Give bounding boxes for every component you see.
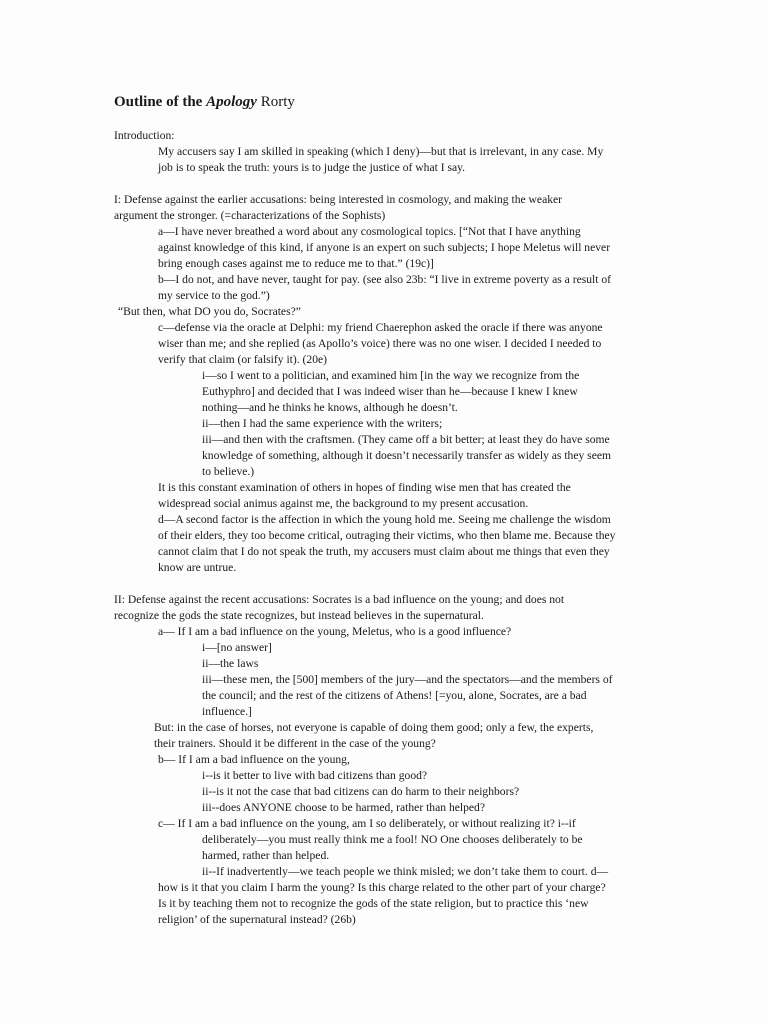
- text-line: iii—and then with the craftsmen. (They came off a bit better; at least they do have some: [202, 433, 610, 446]
- text-line: the council; and the rest of the citizens of Athens! [=you, alone, Socrates, are a bad: [202, 689, 587, 702]
- text-line: bring enough cases against me to reduce me to that.” (19c)]: [158, 257, 434, 270]
- section-heading: I: Defense against the earlier accusations: being interested in cosmology, and making the weaker: [114, 193, 563, 206]
- text-line: But: in the case of horses, not everyone is capable of doing them good; only a few, the experts,: [154, 721, 594, 734]
- text-line: know are untrue.: [158, 561, 237, 574]
- text-line: knowledge of something, although it doesn’t necessarily transfer as widely as they seem: [202, 449, 612, 462]
- text-line: deliberately—you must really think me a fool! NO One chooses deliberately to be: [202, 833, 583, 846]
- text-line: It is this constant examination of others in hopes of finding wise men that has created the: [158, 481, 571, 494]
- text-line: a—I have never breathed a word about any cosmological topics. [“Not that I have anything: [158, 225, 581, 238]
- title-italic: Apology: [206, 94, 257, 110]
- text-line: i--is it better to live with bad citizens than good?: [202, 769, 428, 782]
- text-line: d—A second factor is the affection in which the young hold me. Seeing me challenge the wisdom: [158, 513, 611, 526]
- text-line: recognize the gods the state recognizes, but instead believes in the supernatural.: [114, 609, 484, 622]
- text-line: influence.]: [202, 705, 252, 718]
- text-line: My accusers say I am skilled in speaking (which I deny)—but that is irrelevant, in any case. My: [158, 145, 604, 158]
- text-line: ii--If inadvertently—we teach people we think misled; we don’t take them to court. d—: [202, 865, 609, 878]
- text-line: “But then, what DO you do, Socrates?”: [118, 305, 301, 318]
- text-line: job is to speak the truth: yours is to judge the justice of what I say.: [158, 161, 466, 174]
- text-line: argument the stronger. (=characterizations of the Sophists): [114, 209, 386, 222]
- text-line: verify that claim (or falsify it). (20e): [158, 353, 328, 366]
- text-line: Introduction:: [114, 129, 175, 142]
- text-line: ii—the laws: [202, 657, 259, 670]
- text-line: nothing—and he thinks he knows, although he doesn’t.: [202, 401, 458, 414]
- text-line: ii--is it not the case that bad citizens can do harm to their neighbors?: [202, 785, 520, 798]
- text-line: i—[no answer]: [202, 641, 272, 654]
- text-line: i—so I went to a politician, and examined him [in the way we recognize from the: [202, 369, 580, 382]
- text-line: iii--does ANYONE choose to be harmed, rather than helped?: [202, 801, 485, 814]
- text-line: their trainers. Should it be different in the case of the young?: [154, 737, 436, 750]
- text-line: harmed, rather than helped.: [202, 849, 330, 862]
- text-line: my service to the god.”): [158, 289, 270, 302]
- text-line: b—I do not, and have never, taught for pay. (see also 23b: “I live in extreme poverty as a result of: [158, 273, 612, 286]
- text-line: Euthyphro] and decided that I was indeed wiser than he—because I knew I knew: [202, 385, 578, 398]
- text-line: cannot claim that I do not speak the truth, my accusers must claim about me things that even they: [158, 545, 610, 558]
- text-line: against knowledge of this kind, if anyone is an expert on such subjects; I hope Meletus will never: [158, 241, 611, 254]
- text-line: of their elders, they too become critical, outraging their victims, who then blame me. Because they: [158, 529, 616, 542]
- text-line: ii—then I had the same experience with the writers;: [202, 417, 443, 430]
- title-author: Rorty: [256, 94, 295, 110]
- text-line: wiser than me; and she replied (as Apollo’s voice) there was no one wiser. I decided I needed to: [158, 337, 602, 350]
- page-title: [114, 92, 295, 112]
- text-line: Is it by teaching them not to recognize the gods of the state religion, but to practice this ‘new: [158, 897, 589, 910]
- text-line: b— If I am a bad influence on the young,: [158, 753, 350, 766]
- text-line: c—defense via the oracle at Delphi: my friend Chaerephon asked the oracle if there was anyone: [158, 321, 603, 334]
- section-heading: II: Defense against the recent accusations: Socrates is a bad influence on the young; and does not: [114, 593, 565, 606]
- text-line: a— If I am a bad influence on the young, Meletus, who is a good influence?: [158, 625, 512, 638]
- text-line: widespread social animus against me, the background to my present accusation.: [158, 497, 529, 510]
- text-line: to believe.): [202, 465, 255, 478]
- title-main: Outline of the: [114, 94, 207, 110]
- text-line: how is it that you claim I harm the young? Is this charge related to the other part of your charge?: [158, 881, 606, 894]
- text-line: c— If I am a bad influence on the young, am I so deliberately, or without realizing it? i--if: [158, 817, 576, 830]
- text-line: iii—these men, the [500] members of the jury—and the spectators—and the members of: [202, 673, 613, 686]
- text-line: religion’ of the supernatural instead? (26b): [158, 913, 356, 926]
